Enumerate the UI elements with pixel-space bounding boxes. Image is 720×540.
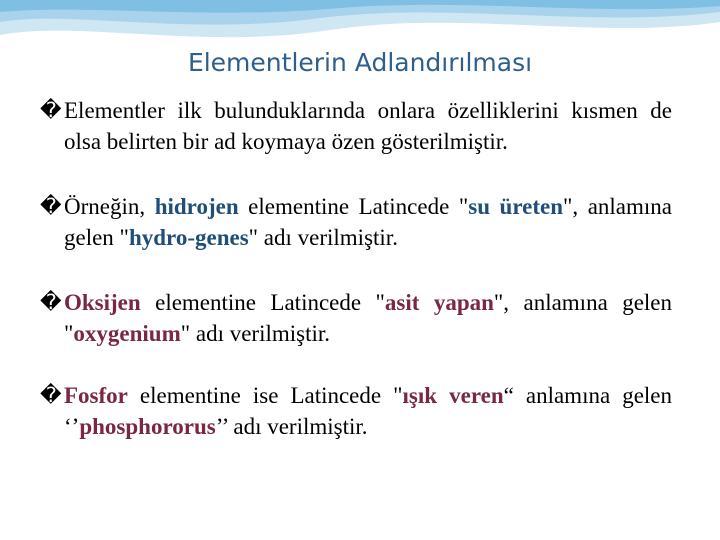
text-segment: " adı verilmiştir. — [180, 321, 331, 346]
paragraph-hydrogen — [40, 191, 678, 253]
bullet-glyph: � — [40, 194, 62, 218]
bullet-glyph: � — [40, 98, 62, 122]
text-segment: ", anlamına gelen " — [64, 194, 678, 250]
paragraph-oxygen — [40, 287, 678, 349]
paragraph-intro — [40, 95, 678, 157]
term-su-ureten: su üreten — [468, 194, 564, 219]
term-phosphororus: phosphororus — [79, 414, 216, 439]
slide-body — [40, 95, 678, 476]
slide-title: Elementlerin Adlandırılması — [187, 48, 533, 77]
text-segment: ", anlamına gelen " — [64, 290, 678, 346]
term-hydro-genes: hydro-genes — [128, 225, 249, 250]
term-fosfor: Fosfor — [64, 383, 128, 408]
text-segment: elementine ise Latincede " — [127, 383, 403, 408]
text-segment: elementine Latincede " — [140, 290, 385, 315]
text-segment: elementine Latincede " — [238, 194, 469, 219]
bullet-glyph: � — [40, 383, 62, 407]
text-segment: " adı verilmiştir. — [248, 225, 398, 250]
bullet-glyph: � — [40, 290, 62, 314]
paragraph-text: Elementler ilk bulunduklarında onlara özelliklerini kısmen de olsa belirten bir ad koymaya özen gösterilmiştir. — [64, 98, 678, 154]
term-hidrojen: hidrojen — [154, 194, 239, 219]
term-oksijen: Oksijen — [64, 290, 141, 315]
text-segment: ’’ adı verilmiştir. — [215, 414, 368, 439]
text-segment: Örneğin, — [64, 194, 155, 219]
term-asit-yapan: asit yapan — [384, 290, 494, 315]
term-isik-veren: ışık veren — [402, 383, 504, 408]
term-oxygenium: oxygenium — [73, 321, 181, 346]
paragraph-phosphorus — [40, 380, 678, 442]
text-segment: “ anlamına gelen ‘’ — [64, 383, 678, 439]
